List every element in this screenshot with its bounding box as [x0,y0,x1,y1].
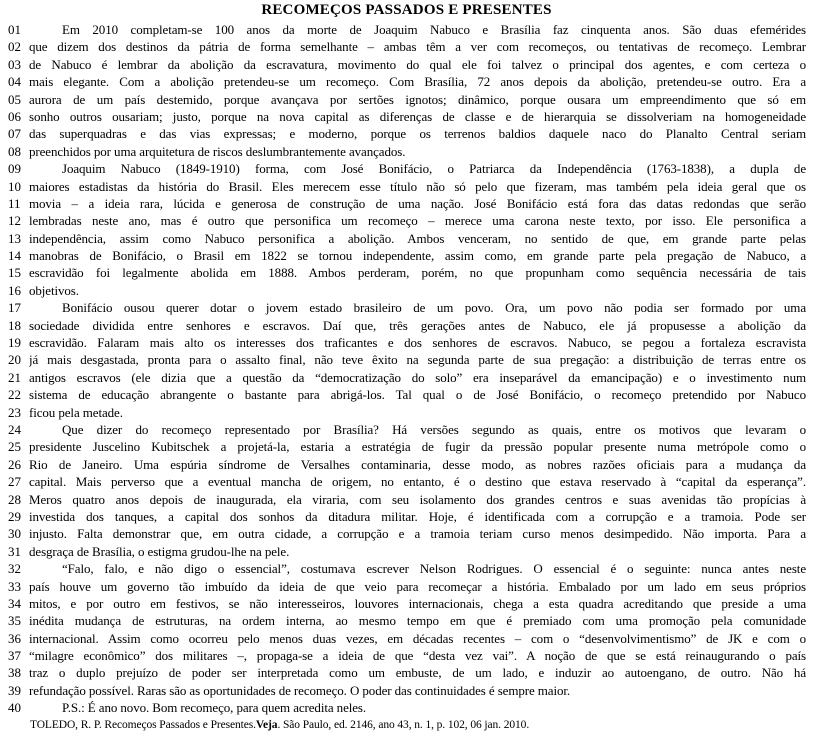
line-text: sistema de educação abrangente o bastante para abrigá-los. Tal qual o de José Bonifácio, o recomeço pretendido por Nabuco [29,387,806,403]
text-line [0,630,813,647]
line-text: lembradas neste ano, mas é outro que personifica um recomeço – merece uma carona neste texto, por isso. Ele personifica a [29,213,806,229]
line-text: Rio de Janeiro. Uma espúria síndrome de Versalhes contaminaria, desse modo, as nobres razões oficiais para a mudança da [29,456,806,472]
line-number: 34 [8,595,21,611]
citation-text-before: TOLEDO, R. P. Recomeços Passados e Presentes. [30,718,256,731]
line-text: “Falo, falo, e não digo o essencial”, costumava escrever Nelson Rodrigues. O essencial é o seguinte: nunca antes neste [62,561,806,577]
text-line [0,491,813,508]
text-line [0,195,813,212]
line-text: sonho outros ousariam; justo, porque na nova capital as diferenças de classe e de hierarquia se dissolveriam na homogeneidade [29,108,806,124]
line-text: inédita mudança de estruturas, na ordem interna, ao mesmo tempo em que é premiado com uma promoção pela comunidade [29,613,806,629]
text-line [0,578,813,595]
text-line [0,404,813,421]
line-text: presidente Juscelino Kubitschek a projetá-la, estaria a estratégia de fugir da pressão popular presente numa metrópole como o [29,439,806,455]
line-number: 32 [8,561,21,577]
text-line [0,212,813,229]
text-line [0,230,813,247]
line-number: 25 [8,439,21,455]
line-number: 05 [8,91,21,107]
text-line [0,178,813,195]
line-text: manobras de Bonifácio, o Brasil em 1822 se tornou independente, assim como, em grande parte pela pregação de Nabuco, a [29,248,806,264]
text-line [0,508,813,525]
line-text: Que dizer do recomeço representado por Brasília? Há versões segundo as quais, entre os motivos que levaram o [62,421,806,437]
line-text: Joaquim Nabuco (1849-1910) forma, com José Bonifácio, o Patriarca da Independência (1763-1838), a dupla de [62,161,806,177]
line-number: 24 [8,421,21,437]
text-line [0,38,813,55]
line-number: 04 [8,74,21,90]
line-number: 33 [8,578,21,594]
text-line [0,612,813,629]
line-number: 03 [8,56,21,72]
text-line [0,647,813,664]
line-number: 27 [8,474,21,490]
text-line [0,264,813,281]
line-number: 35 [8,613,21,629]
line-text: mais elegante. Com a abolição pretendeu-se um recomeço. Com Brasília, 72 anos depois da abolição, pretendeu-se outro. Era a [29,74,806,90]
text-line [0,369,813,386]
text-line [0,73,813,90]
line-text: independência, assim como Nabuco personifica a abolição. Ambos venceram, no sentido de que, em grande parte pelas [29,230,806,246]
line-number: 01 [8,22,21,37]
line-number: 29 [8,508,21,524]
line-text: investida dos tanques, a capital dos sonhos da ditadura militar. Hoje, é identificada com a corrupção e a tramoia. Pode ser [29,508,806,524]
text-line [0,525,813,542]
document-title: RECOMEÇOS PASSADOS E PRESENTES [261,2,552,18]
line-number: 30 [8,526,21,542]
line-text: P.S.: É ano novo. Bom recomeço, para quem acredita neles. [62,700,367,716]
line-number: 14 [8,248,21,264]
line-text: internacional. Assim como ocorreu pelo menos duas vezes, em décadas recentes – com o “desenvolvimentismo” de JK e com o [29,630,806,646]
line-number: 12 [8,213,21,229]
text-line [0,560,813,577]
line-text: das superquadras e das vias expressas; e moderno, porque os terrenos baldios daquele naco do Planalto Central seriam [29,126,806,142]
line-text: maiores estadistas da história do Brasil. Eles merecem esse título não só pelo que fizeram, mas também pela ideia geral que os [29,178,806,194]
text-line [0,595,813,612]
text-line [0,664,813,681]
line-number: 16 [8,282,21,298]
line-number: 08 [8,143,21,159]
line-text: desgraça de Brasília, o estigma grudou-lhe na pele. [29,543,290,559]
line-number: 37 [8,648,21,664]
line-number: 31 [8,543,21,559]
line-text: refundação possível. Raras são as oportunidades de recomeço. O poder das continuidades é sempre maior. [29,682,571,698]
line-text: mitos, e por outro em festivos, se não interesseiros, louvores internacionais, chega a esta quadra acreditando que preside a uma [29,595,806,611]
line-text: preenchidos por uma arquitetura de riscos deslumbrantemente avançados. [29,143,406,159]
text-line [0,108,813,125]
text-line [0,91,813,108]
text-line [0,21,813,38]
line-text: já mais desgastada, pronta para o assalto final, não teve êxito na segunda parte de sua pregação: a distribuição de terras entre os [29,352,806,368]
line-number: 26 [8,456,21,472]
text-line [0,317,813,334]
line-number: 10 [8,178,21,194]
line-number: 38 [8,665,21,681]
line-number: 23 [8,404,21,420]
line-number: 11 [8,195,21,211]
text-line [0,386,813,403]
line-text: movia – a ideia rara, lúcida e generosa de construção de uma nação. José Bonifácio está fora das datas redondas que serão [29,195,806,211]
text-line [0,351,813,368]
line-text: ficou pela metade. [29,404,123,420]
line-text: objetivos. [29,282,79,298]
line-number: 21 [8,369,21,385]
line-number: 07 [8,126,21,142]
line-text: injusto. Falta demonstrar que, em outra cidade, a corrupção e a tramoia teriam curso menos desimpedido. Não importa. Para a [29,526,806,542]
line-text: país houve um governo tão imbuído da ideia de que veio para recomeçar a história. Embalado por um lado em seus próprios [29,578,806,594]
line-number: 40 [8,700,21,716]
line-text: sociedade dividida entre senhores e escravos. Daí que, três gerações antes de Nabuco, ele já propusesse a abolição da [29,317,806,333]
text-body [0,21,813,717]
text-line [0,143,813,160]
text-line [0,56,813,73]
line-text: Em 2010 completam-se 100 anos da morte de Joaquim Nabuco e Brasília faz cinquenta anos. São duas efemérides [62,22,806,37]
line-text: traz o duplo prejuízo de poder ser interpretada como um embuste, de um lado, e induzir ao autoengano, de outro. Não há [29,665,806,681]
line-text: “milagre econômico” dos militares –, propaga-se a ideia de que “desta vez vai”. A noção de que se está reinaugurando o país [29,648,806,664]
text-line [0,456,813,473]
text-line [0,543,813,560]
text-line [0,247,813,264]
text-line [0,438,813,455]
line-text: Bonifácio ousou querer dotar o jovem estado brasileiro de um povo. Ora, um povo não podia ser formado por uma [62,300,806,316]
text-line [0,299,813,316]
line-number: 19 [8,335,21,351]
line-text: aurora de um país destemido, porque avançava por sertões ignotos; dinâmico, porque ousara um empreendimento que só em [29,91,806,107]
line-text: capital. Mais perverso que a eventual mancha de origem, no entanto, é o destino que estava reservado à “capital da esperança”. [29,474,806,490]
line-number: 28 [8,491,21,507]
citation-journal-name: Veja [255,718,278,731]
line-number: 13 [8,230,21,246]
text-line [0,473,813,490]
line-number: 06 [8,108,21,124]
line-number: 18 [8,317,21,333]
line-text: Meros quatro anos depois de inaugurada, ela viraria, com seu isolamento dos grandes centros e suas avenidas tão propícias à [29,491,806,507]
line-number: 17 [8,300,21,316]
line-text: escravidão foi legalmente abolida em 1888. Ambos perderam, porém, no que propunham como sequência necessária de tais [29,265,806,281]
line-number: 09 [8,161,21,177]
text-line [0,682,813,699]
line-number: 02 [8,39,21,55]
text-line [0,160,813,177]
text-line [0,421,813,438]
citation-text-after: . São Paulo, ed. 2146, ano 43, n. 1, p. 102, 06 jan. 2010. [277,718,530,731]
line-text: antigos escravos (ele dizia que a questão da “democratização do solo” era inseparável da emancipação) e o investimento num [29,369,806,385]
line-text: de Nabuco é lembrar da abolição da escravatura, movimento do qual ele foi talvez o principal dos agentes, e com certeza o [29,56,806,72]
line-text: que dizem dos destinos da pátria de forma semelhante – ambas têm a ver com recomeços, ou tentativas de recomeço. Lembrar [29,39,806,55]
line-number: 39 [8,682,21,698]
line-number: 36 [8,630,21,646]
line-number: 15 [8,265,21,281]
line-number: 22 [8,387,21,403]
citation [30,718,813,733]
text-line [0,699,813,716]
text-line [0,334,813,351]
text-line [0,282,813,299]
line-number: 20 [8,352,21,368]
text-line [0,125,813,142]
line-text: escravidão. Falaram mais alto os interesses dos traficantes e dos senhores de escravos. Nabuco, se pegou a fortaleza escravista [29,335,806,351]
